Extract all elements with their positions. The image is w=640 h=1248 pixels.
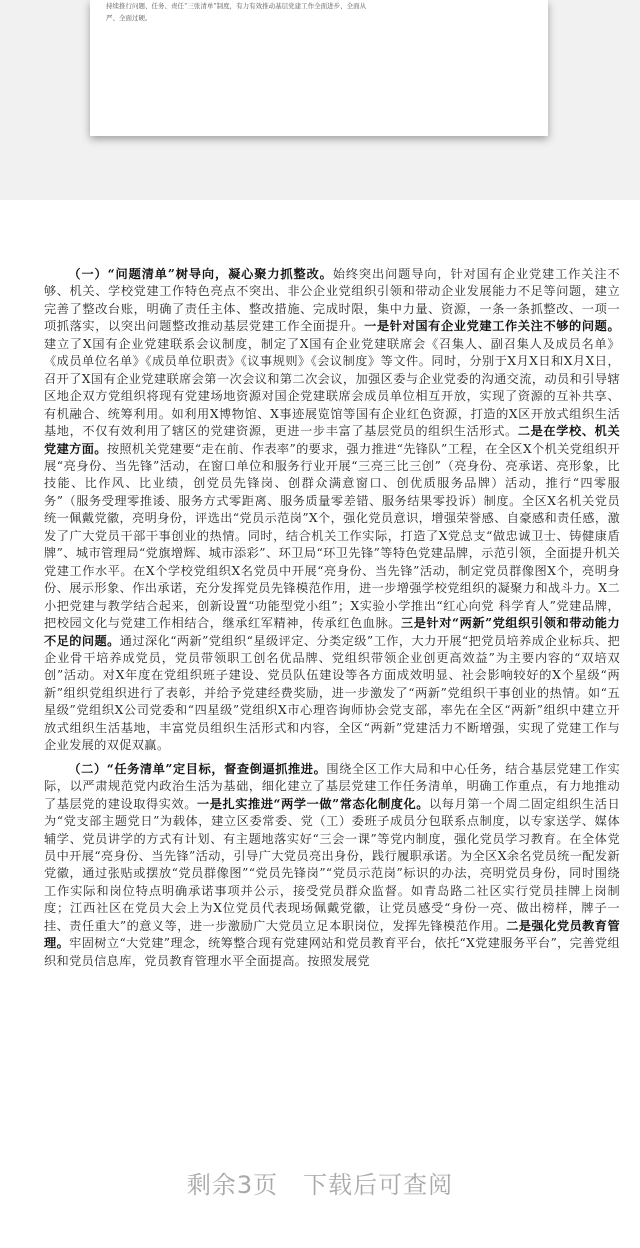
heading-problem-list: （一）“问题清单”树导向，凝心聚力抓整改。 <box>68 267 333 281</box>
previous-page-line: 持续推行问题、任务、责任“三张清单”制度，有力有效推动基层党建工作全面进步、全面从 <box>106 2 367 10</box>
paragraph-text: 按照机关党建要“走在前、作表率”的要求，强力推进“先锋队”工程，在全区X个机关党组织开展“亮身份、当先锋”活动，在窗口单位和服务行业开展“三亮三比三创”（亮身份、亮承诺、亮形象，比技能、比作风、比业绩，创党员先锋岗、创群众满意窗口、创优质服务品牌）活动，推行“四零服务”（服务受理零推诿、服务方式零距离、服务质量零差错、服务结果零投诉）制度。全区X名机关党员统一佩戴党徽，亮明身份，评选出“党员示范岗”X个，强化党员意识，增强荣誉感、自豪感和责任感，激发了广大党员干部干事创业的热情。同时，结合机关工作实际，打造了X党总支“做忠诚卫士、铸健康盾牌”、城市管理局“党旗增辉、城市添彩”、环卫局“环卫先锋”等特色党建品牌，示范引领，全面提升机关党建工作水平。在X个学校党组织X名党员中开展“亮身份、当先锋”活动，制定党员群像图X个，亮明身份、展示形象、作出承诺，充分发挥党员先锋模范作用，进一步增强学校党组织的凝聚力和战斗力。X二小把党建与教学结合起来，创新设置“功能型党小组”；X实验小学推出“红心向党 科学育人”党建品牌，把校园文化与党建工作相结合，继承红军精神，传承红色血脉。 <box>44 441 621 631</box>
previous-page-thumbnail[interactable] <box>90 0 548 136</box>
previous-page-line: 严、全面过硬。 <box>106 14 152 22</box>
point-heading: 二是强化党员教育管理。 <box>44 918 620 951</box>
download-to-read-more-notice[interactable]: 剩余3页 下载后可查阅 <box>186 1171 454 1199</box>
document-viewer-backdrop <box>0 0 640 200</box>
paragraph-text: 围绕全区工作大局和中心任务，结合基层党建工作实际，以严肃规范党内政治生活为基础，细化建立了基层党建工作任务清单，明确工作重点，有力地推动了基层党的建设取得实效。 <box>44 761 620 811</box>
paragraph-problem-list <box>44 266 620 755</box>
previous-page-text <box>106 0 532 24</box>
point-heading: 一是扎实推进“两学一做”常态化制度化。 <box>197 796 429 811</box>
document-body <box>44 266 620 976</box>
paragraph-text: 始终突出问题导向，针对国有企业党建工作关注不够、机关、学校党建工作特色亮点不突出、非公企业党组织引领和带动企业发展能力不足等问题，建立完善了整改台账，明确了责任主体、整改措施、完成时限，集中力量、资源，一条一条抓整改、一项一项抓落实，以突出问题整改推动基层党建工作全面提升。 <box>44 267 620 334</box>
paragraph-text: 通过深化“两新”党组织“星级评定、分类定级”工作，大力开展“把党员培养成企业标兵、把企业骨干培养成党员，党员带领职工创名优品牌、党组织带领企业创更高效益”为主要内容的“双培双创”活动。对X年度在党组织班子建设、党员队伍建设等各方面成效明显、社会影响较好的X个星级“两新”组织党组织进行了表彰，并给予党建经费奖励，进一步激发了“两新”党组织干事创业的热情。如“五星级”党组织X公司党委和“四星级”党组织X市心理咨询师协会党支部，率先在全区“两新”组织中建立开放式组织生活基地，丰富党员组织生活形式和内容，全区“两新”党建活力不断增强，实现了党建工作与企业发展的双促双赢。 <box>44 633 620 753</box>
point-heading: 三是针对“两新”党组织引领和带动能力不足的问题。 <box>44 616 620 648</box>
paragraph-text: 以每月第一个周二固定组织生活日为“党支部主题党日”为载体，建立区委常委、党（工）委班子成员分包联系点制度，以专家送学、媒体辅学、党员讲学的方式有计划、有主题地落实好“三会一课”等党内制度，强化党员学习教育。在全体党员中开展“亮身份、当先锋”活动，引导广大党员亮出身份，践行履职承诺。为全区X余名党员统一配发新党徽，通过张贴或摆放“党员群像图”“党员先锋岗”“党员示范岗”标识的办法，亮明党员身份，同时围绕工作实际和岗位特点明确承诺事项并公示，接受党员群众监督。如青岛路二社区实行党员挂牌上岗制度；江西社区在党员大会上为X位党员代表现场佩戴党徽，让党员感受“身份一亮、做出榜样，牌子一挂、责任重大”的意义等，进一步激励广大党员立足本职岗位，发挥先锋模范作用。 <box>44 796 621 933</box>
paragraph-text: 建立了X国有企业党建联系会议制度，制定了X国有企业党建联席会《召集人、副召集人及成员名单》《成员单位名单》《成员单位职责》《议事规则》《会议制度》等文件。同时，分别于X月X日和X月X日，召开了X国有企业党建联席会第一次会议和第二次会议，加强区委与企业党委的沟通交流，动员和引导辖区地企双方党组织将现有党建场地资源对国企党建联席会成员单位相互开放，实现了资源的互补共享、有机融合、统筹利用。如利用X博物馆、X事迹展览馆等国有企业红色资源，打造的X区开放式组织生活基地，不仅有效利用了辖区的党建资源，更进一步丰富了基层党员的组织生活形式。 <box>44 336 620 439</box>
paragraph-task-list <box>44 761 620 970</box>
point-heading: 二是在学校、机关党建方面。 <box>44 424 620 456</box>
point-heading: 一是针对国有企业党建工作关注不够的问题。 <box>364 319 621 334</box>
paragraph-text: 牢固树立“大党建”理念，统筹整合现有党建网站和党员教育平台，依托“X党建服务平台”，完善党组织和党员信息库，党员教育管理水平全面提高。按照发展党 <box>44 936 621 968</box>
heading-task-list: （二）“任务清单”定目标，督查倒逼抓推进。 <box>68 761 327 776</box>
